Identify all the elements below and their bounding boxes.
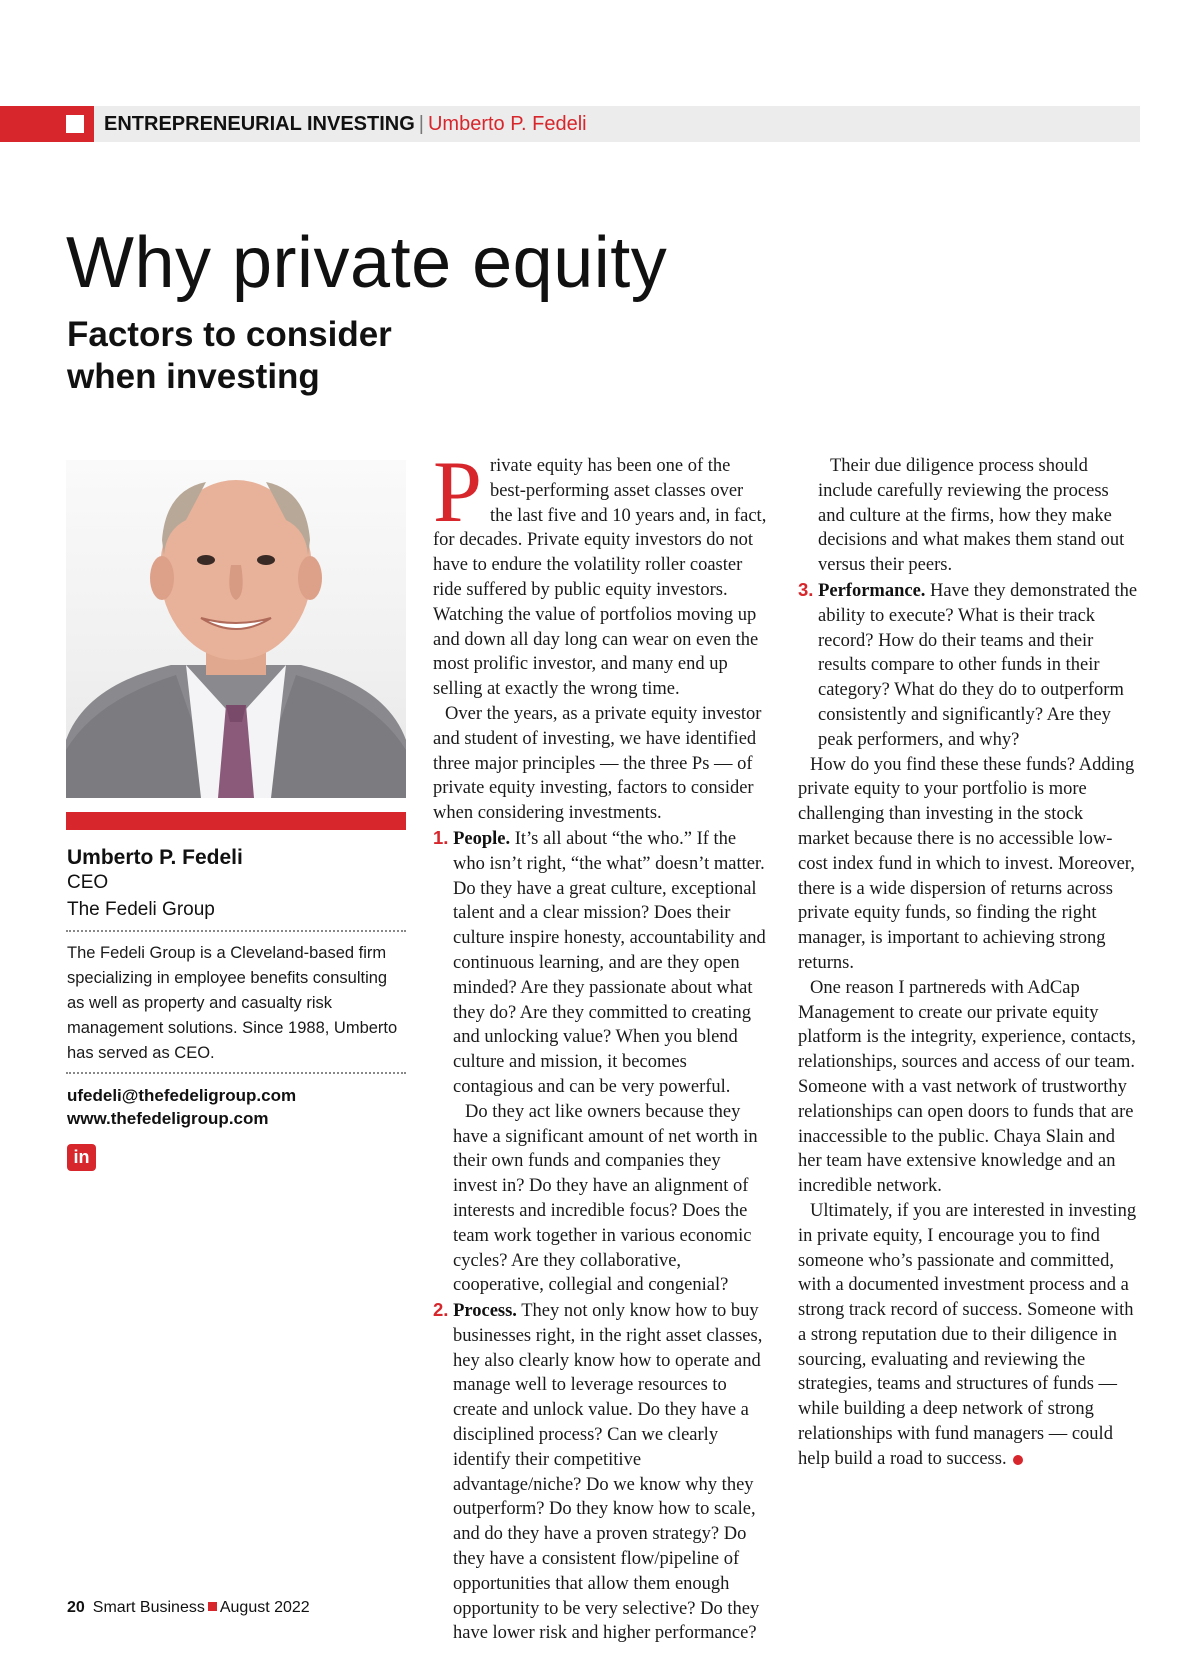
author-email-link[interactable]: ufedeli@thefedeligroup.com xyxy=(67,1086,297,1105)
list-text: It’s all about “the who.” If the who isn’t right, “the what” doesn’t matter. Do they have a great culture, exceptional talent and a clear mission? Does their culture inspire honesty, accountability and continuous learning, and are they open minded? Are they passionate about what they do? Are they committed to creating and unlocking value? When you blend culture and mission, it becomes contagious and can be very powerful. xyxy=(453,828,766,1097)
list-text: Have they demonstrated the ability to execute? What is their track record? How do their teams and their results compare to other funds in their category? What do they do to outperform consistently and significantly? Are they peak performers, and why? xyxy=(818,580,1138,750)
article-paragraph: Over the years, as a private equity investor and student of investing, we have identified three major principles — the three Ps — of private equity investing, factors to consider when considering investments. xyxy=(433,703,762,824)
list-item-performance xyxy=(798,578,1138,753)
header-author: Umberto P. Fedeli xyxy=(427,113,587,135)
author-website-link[interactable]: www.thefedeligroup.com xyxy=(67,1109,269,1128)
list-lead: Performance. xyxy=(818,580,926,601)
page-subtitle: Factors to consider when investing xyxy=(67,315,392,396)
sidebar-red-rule xyxy=(66,812,406,830)
list-item-continuation: Their due diligence process should include carefully reviewing the process and culture at the firms, how they make decisions and what makes them stand out versus their peers. xyxy=(818,456,1125,576)
page-title: Why private equity xyxy=(66,223,668,303)
list-item-people xyxy=(433,826,768,1100)
footer-square-icon xyxy=(208,1602,217,1611)
article-column-1 xyxy=(433,444,768,1646)
dotted-divider xyxy=(66,1072,406,1074)
article-paragraph xyxy=(798,1199,1138,1472)
page-number: 20 xyxy=(67,1599,85,1616)
list-item-process xyxy=(433,1298,768,1646)
section-name: ENTREPRENEURIAL INVESTING xyxy=(104,113,415,135)
page-footer xyxy=(67,1599,310,1617)
dropcap: P xyxy=(433,444,482,541)
linkedin-label: in xyxy=(73,1147,90,1167)
article-column-2 xyxy=(798,454,1138,1472)
issue-date: August 2022 xyxy=(219,1599,310,1616)
author-company: The Fedeli Group xyxy=(67,899,215,920)
list-number: 1. xyxy=(433,826,449,848)
list-lead: Process. xyxy=(453,1301,517,1322)
list-number: 3. xyxy=(798,578,814,600)
header-text xyxy=(104,106,587,142)
list-text: They not only know how to buy businesses right, in the right asset classes, hey also clearly know how to operate and manage well to leverage resources to create and unlock value. Do they have a disciplined process? Can we clearly identify their competitive advantage/niche? Do we know why they outperform? Do they know how to scale, and do they have a proven strategy? Do they have a consistent flow/pipeline of opportunities that allow them enough opportunity to be very selective? Do they have lower risk and higher performance? xyxy=(453,1301,763,1644)
linkedin-icon[interactable] xyxy=(67,1144,96,1171)
article-paragraph: How do you find these these funds? Adding private equity to your portfolio is more challenging than investing in the stock market because there is no accessible low-cost index fund in which to invest. Moreover, there is a wide dispersion of returns across private equity funds, so finding the right manager, is important to achieving strong returns. xyxy=(798,754,1135,973)
header-square-icon xyxy=(66,115,84,133)
author-photo xyxy=(66,460,406,798)
author-role: CEO xyxy=(67,872,109,893)
section-header xyxy=(0,106,1140,142)
article-paragraph-text: rivate equity has been one of the best-performing asset classes over the last five and 10 years and, in fact, for decades. Private equity investors do not have to endure the volatility roller coaster ride suffered by public equity investors. Watching the value of portfolios moving up and down all day long can wear on even the most prolific investor, and many end up selling at exactly the wrong time. xyxy=(433,456,767,700)
list-number: 2. xyxy=(433,1299,449,1321)
list-lead: People. xyxy=(453,828,511,849)
list-item-continuation: Do they act like owners because they have a significant amount of net worth in their own funds and companies they invest in? Do they have an alignment of interests and incredible focus? Does the team work together in various economic cycles? Are they collaborative, cooperative, collegial and congenial? xyxy=(453,1101,758,1296)
article-paragraph xyxy=(433,444,768,702)
end-mark-icon xyxy=(1013,1455,1023,1465)
article-paragraph: One reason I partnereds with AdCap Management to create our private equity platform is the integrity, experience, contacts, relationships, sources and access of our team. Someone with a vast network of trustworthy relationships can open doors to funds that are inaccessible to the public. Chaya Slain and her team have extensive knowledge and an incredible network. xyxy=(798,977,1136,1197)
author-portrait-illustration xyxy=(66,460,406,798)
author-bio: The Fedeli Group is a Cleveland-based firm specializing in employee benefits consulting as well as property and casualty risk management solutions. Since 1988, Umberto has served as CEO. xyxy=(67,944,398,1062)
dotted-divider xyxy=(66,930,406,932)
header-separator: | xyxy=(418,113,424,135)
author-name: Umberto P. Fedeli xyxy=(67,846,243,869)
article-paragraph-text: Ultimately, if you are interested in investing in private equity, I encourage you to find someone who’s passionate and committed, with a documented investment process and a strong track record of success. Someone with a strong reputation due to their diligence in sourcing, evaluating and reviewing the strategies, teams and structures of funds — while building a deep network of strong relationships with fund managers — could help build a road to success. xyxy=(798,1200,1137,1469)
publication-name: Smart Business xyxy=(92,1599,205,1616)
